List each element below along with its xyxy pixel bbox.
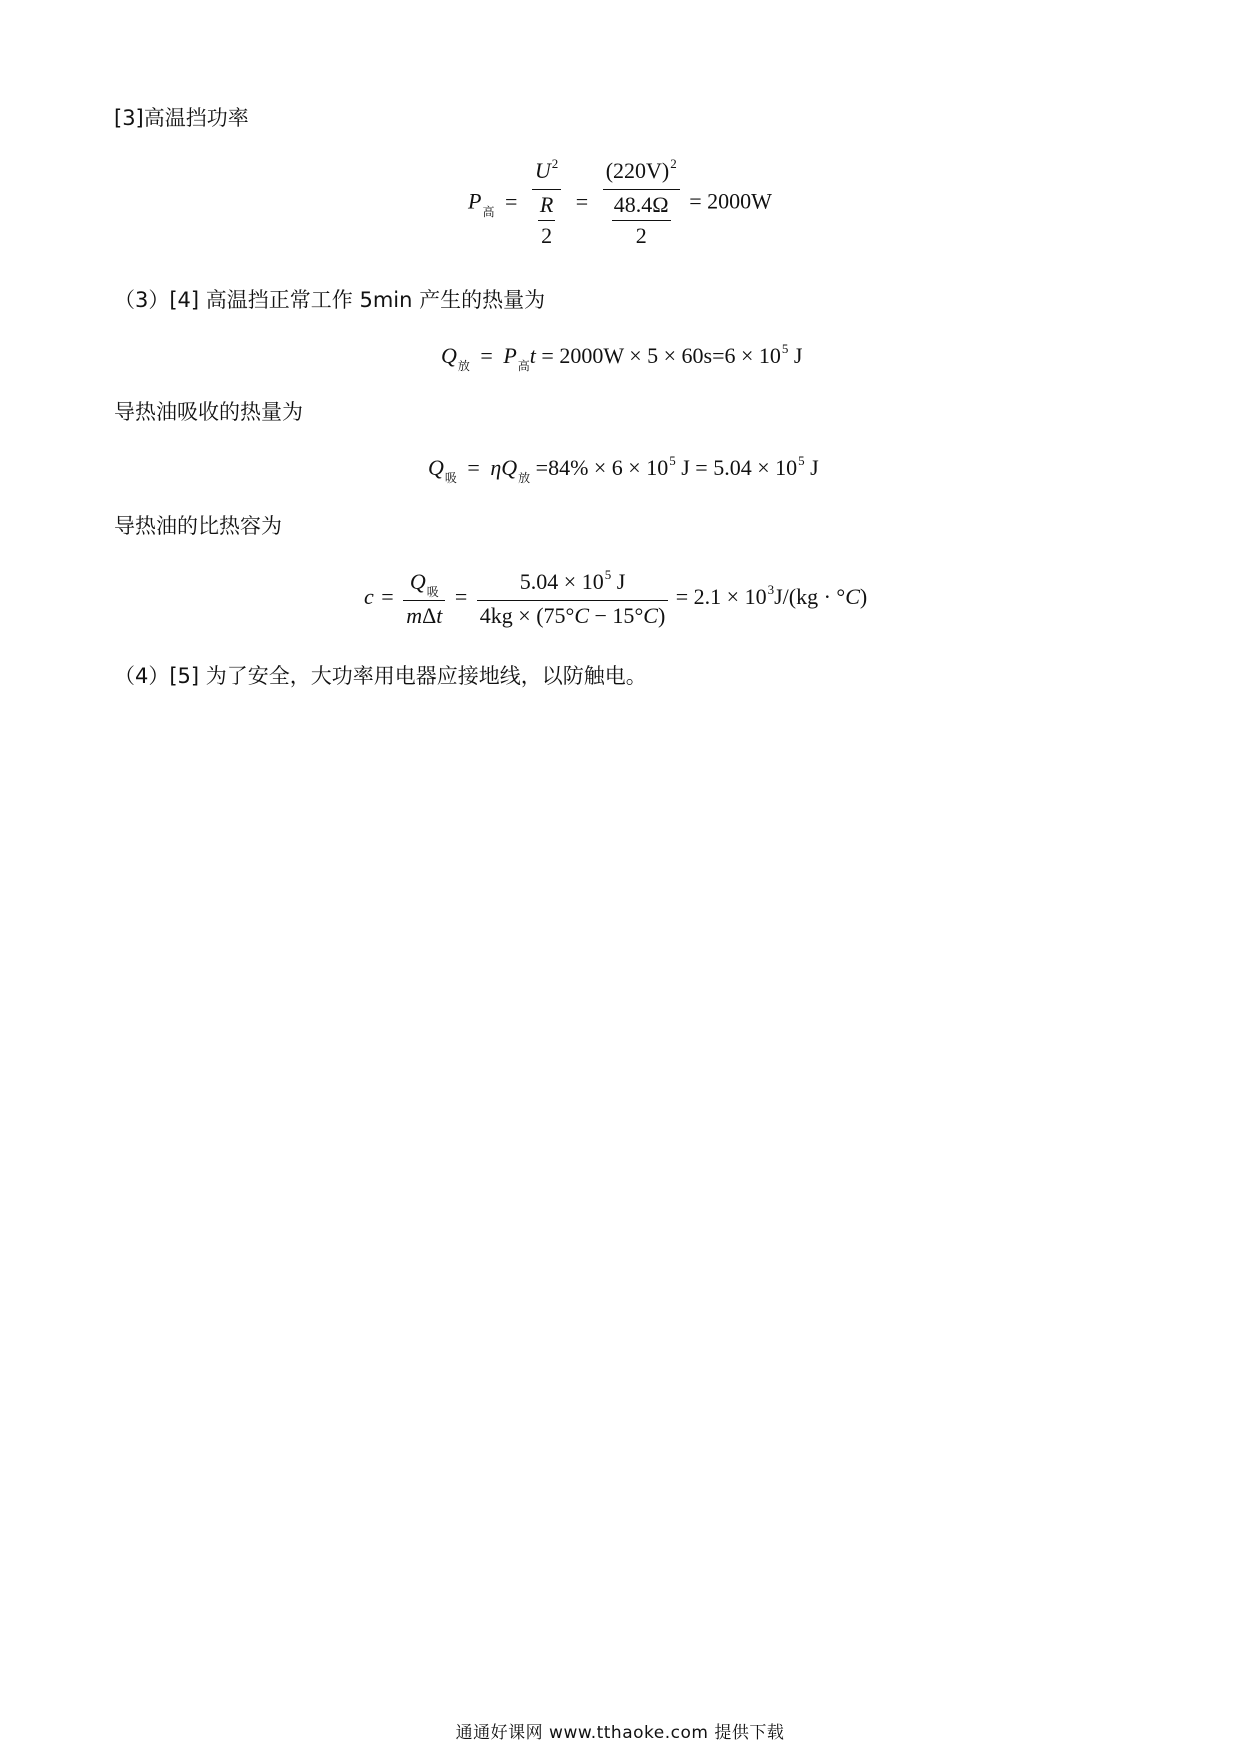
- close-paren: ): [859, 584, 868, 610]
- symbol-eta: η: [490, 455, 502, 480]
- text-safety: （4）[5] 为了安全，大功率用电器应接地线，以防触电。: [114, 664, 647, 688]
- symbol-U: U: [534, 158, 551, 183]
- heading-high-power: [114, 104, 249, 132]
- voltage-value: (220V): [605, 158, 670, 183]
- heading-heat-absorbed: [114, 398, 303, 426]
- symbol-P: P: [468, 188, 482, 214]
- symbol-Q: Q: [409, 569, 426, 594]
- text-heat-absorbed: 导热油吸收的热量为: [114, 400, 303, 424]
- symbol-t: t: [529, 343, 536, 368]
- result-specific-heat: = 2.1 × 10: [675, 584, 767, 610]
- unit-celsius: C: [643, 603, 658, 628]
- formula-specific-heat: c = $\frac{Q_吸}{\text{mΔt}}$ = $\frac{5.04 \times 10^5 J}{4kg \times (75^\circ C - 15^\circ C)}$ = $2.1 \times 10^3J/(kg \cdot ^\circ C)$: [364, 567, 868, 628]
- exponent: 5: [604, 567, 612, 582]
- symbol-c: c: [364, 584, 374, 610]
- heading-safety: [114, 662, 647, 690]
- degree-symbol: °: [836, 584, 846, 610]
- fraction-U-over-R: [532, 158, 561, 249]
- formula-heat-released: $Q_放 = P_高t = 2000W \times 5 \times 60s=6 \times 10^5$ J: [441, 341, 803, 373]
- resistance-value: 48.4Ω: [612, 192, 671, 221]
- symbol-t: t: [436, 603, 443, 628]
- fraction-heat-over-mass-temp: [477, 569, 668, 629]
- symbol-R: R: [539, 192, 554, 217]
- subscript-absorb: 吸: [426, 585, 439, 599]
- text-high-power-label: [3]高温挡功率: [114, 106, 249, 130]
- exponent: 5: [781, 341, 789, 356]
- unit-celsius: C: [574, 603, 590, 628]
- exponent: 2: [551, 156, 559, 171]
- footer-text: 通通好课网 www.tthaoke.com 提供下载: [455, 1723, 785, 1743]
- subscript-high: 高: [482, 204, 495, 219]
- symbol-Q: Q: [428, 455, 444, 480]
- minus-value: − 15: [589, 603, 635, 628]
- subscript-release: 放: [457, 359, 470, 373]
- fraction-voltage-over-resistance: [603, 158, 680, 249]
- formula-high-power: $P_高$ = $\frac{U^2}{\frac{R}{2}}$ = $\frac{(220V)^2}{\frac{48.4\Omega}{2}}$ = 2000W: [468, 156, 772, 248]
- degree-symbol: °: [565, 603, 575, 628]
- symbol-Q: Q: [441, 343, 457, 368]
- symbol-delta: Δ: [422, 603, 437, 628]
- symbol-Q: Q: [501, 455, 518, 480]
- text-specific-heat: 导热油的比热容为: [114, 514, 282, 538]
- subscript-absorb: 吸: [444, 471, 457, 485]
- calc-efficiency: =84% × 6 × 10: [535, 455, 669, 480]
- unit-celsius: C: [845, 584, 860, 610]
- formula-heat-absorbed: $Q_吸 = \eta Q_放 =84\% \times 6 \times 10^5$ $J = 5.04 \times 10^5$ J: [428, 453, 819, 485]
- degree-symbol: °: [634, 603, 644, 628]
- calc-absorbed: J = 5.04 × 10: [681, 455, 798, 480]
- subscript-high: 高: [517, 359, 530, 373]
- result-power: = 2000W: [689, 188, 772, 214]
- exponent: 5: [798, 453, 805, 468]
- unit-joule: J: [810, 455, 819, 480]
- close-paren: ): [657, 603, 666, 628]
- denominator-two: 2: [541, 223, 553, 248]
- unit-joule: J: [616, 569, 626, 594]
- page-footer: [0, 1718, 1240, 1743]
- heading-specific-heat: [114, 512, 282, 540]
- text-heat-produced: （3）[4] 高温挡正常工作 5min 产生的热量为: [114, 288, 546, 312]
- calc-heat-released: = 2000W × 5 × 60s=6 × 10: [541, 343, 781, 368]
- symbol-P: P: [503, 343, 517, 368]
- fraction-Q-over-mdt: [403, 569, 445, 629]
- denominator-two: 2: [635, 223, 647, 248]
- exponent: 3: [767, 582, 775, 598]
- numerator-heat: 5.04 × 10: [519, 569, 604, 594]
- subscript-release: 放: [518, 471, 531, 485]
- result-unit: J/(kg ·: [774, 584, 837, 610]
- exponent: 2: [670, 156, 677, 171]
- exponent: 5: [669, 453, 676, 468]
- denominator-mass: 4kg × (75: [479, 603, 566, 628]
- symbol-m: m: [406, 603, 423, 628]
- heading-heat-produced: [114, 286, 545, 314]
- unit-joule: J: [793, 343, 803, 368]
